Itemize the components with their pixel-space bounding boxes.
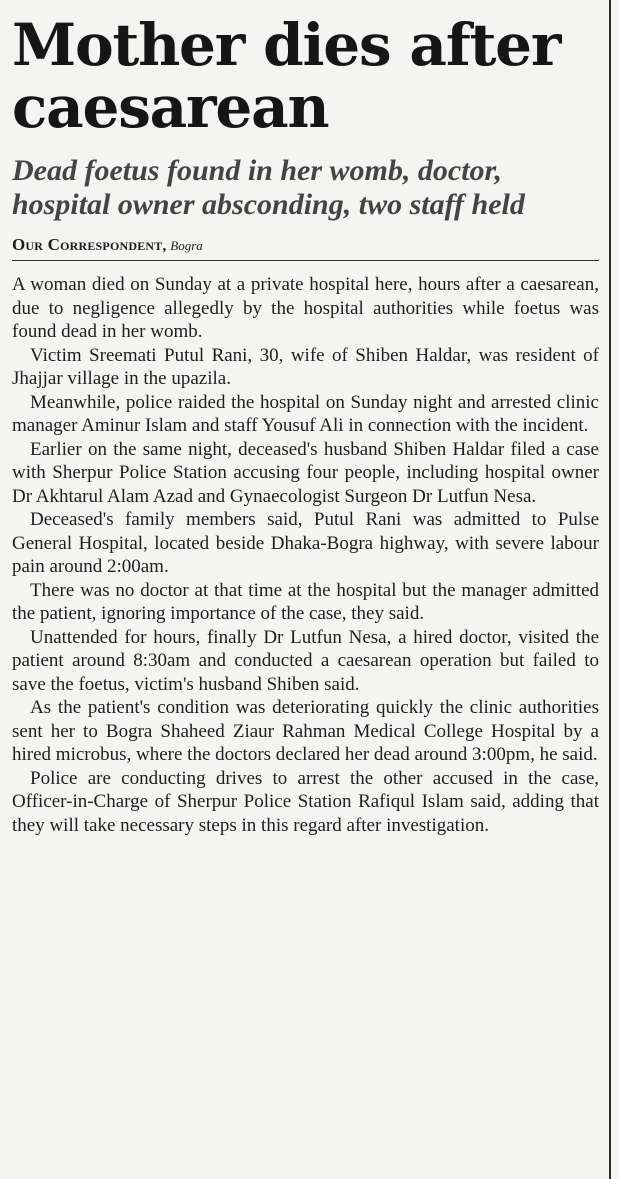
- article-paragraph: Unattended for hours, finally Dr Lutfun Nesa, a hired doctor, visited the patient around 8:30am and conducted a caesarean operation but failed to save the foetus, victim's husband Shiben said.: [12, 626, 599, 695]
- article-paragraph: As the patient's condition was deteriorating quickly the clinic authorities sent her to Bogra Shaheed Ziaur Rahman Medical College Hospital by a hired microbus, where the doctors declared her dead around 3:00pm, he said.: [12, 697, 599, 765]
- column-rule: [609, 0, 611, 1179]
- byline-location: Bogra: [170, 238, 203, 253]
- article-paragraph: Earlier on the same night, deceased's husband Shiben Haldar filed a case with Sherpur Police Station accusing four people, including hospital owner Dr Akhtarul Alam Azad and Gynaecologist Surgeon Dr Lutfun Nesa.: [12, 438, 599, 507]
- article-paragraph: Deceased's family members said, Putul Rani was admitted to Pulse General Hospital, located beside Dhaka-Bogra highway, with severe labour pain around 2:00am.: [12, 509, 599, 577]
- byline: [12, 234, 599, 261]
- byline-name: Our Correspondent: [12, 235, 163, 254]
- article-paragraph: A woman died on Sunday at a private hospital here, hours after a caesarean, due to negligence allegedly by the hospital authorities while foetus was found dead in her womb.: [12, 274, 599, 342]
- headline: Mother dies after caesarean: [12, 11, 561, 141]
- subheadline: Dead foetus found in her womb, doctor, hospital owner absconding, two staff held: [12, 154, 525, 221]
- article-paragraph: There was no doctor at that time at the hospital but the manager admitted the patient, ignoring importance of the case, they said.: [12, 579, 599, 624]
- article-body: [12, 273, 599, 837]
- article-paragraph: Meanwhile, police raided the hospital on Sunday night and arrested clinic manager Aminur Islam and staff Yousuf Ali in connection with the incident.: [12, 391, 599, 436]
- article-paragraph: Victim Sreemati Putul Rani, 30, wife of Shiben Haldar, was resident of Jhajjar village in the upazila.: [12, 344, 599, 389]
- byline-separator: ,: [162, 238, 167, 254]
- article-paragraph: Police are conducting drives to arrest the other accused in the case, Officer-in-Charge of Sherpur Police Station Rafiqul Islam said, adding that they will take necessary steps in this regard after investigation.: [12, 767, 599, 836]
